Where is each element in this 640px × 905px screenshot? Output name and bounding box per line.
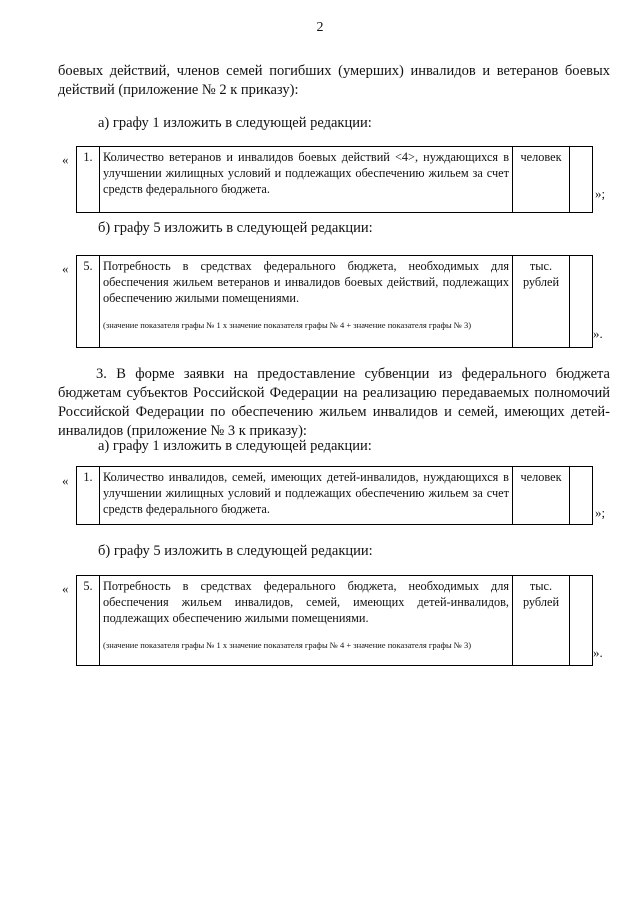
item-3-paragraph: 3. В форме заявки на предоставление субвенции из федерального бюджета бюджетам субъектов Российской Федерации на реализацию передаваемых полномочий Российской Федерации по обеспечению жильем инвалидов и семей, имеющих детей-инвалидов (приложение № 3 к приказу):	[58, 366, 610, 439]
quote-open-a1: «	[62, 152, 69, 167]
row-number: 5.	[77, 576, 100, 666]
quote-close-b2: ».	[593, 645, 603, 660]
row-unit: тыс. рублей	[513, 576, 570, 666]
section-b1-heading: б) графу 5 изложить в следующей редакции:	[98, 220, 373, 236]
quote-close-a2: »;	[595, 505, 606, 520]
quote-close-b1: ».	[593, 326, 603, 341]
row-number: 5.	[77, 256, 100, 348]
quote-open-b2: «	[62, 581, 69, 596]
row-description: Потребность в средствах федерального бюджета, необходимых для обеспечения жильем ветеранов и инвалидов боевых действий, подлежащих обеспечению жилыми помещениями. (значение показателя графы № 1 x значение показателя графы № 4 + значение показателя графы № 3)	[100, 256, 513, 348]
row-description: Количество инвалидов, семей, имеющих детей-инвалидов, нуждающихся в улучшении жилищных условий и подлежащих обеспечению жильем за счет средств федерального бюджета.	[100, 467, 513, 525]
row-unit: тыс. рублей	[513, 256, 570, 348]
quote-close-a1: »;	[595, 186, 606, 201]
quote-open-b1: «	[62, 261, 69, 276]
intro-paragraph: боевых действий, членов семей погибших (умерших) инвалидов и ветеранов боевых действий (приложение № 2 к приказу):	[58, 63, 610, 98]
page-number: 2	[316, 20, 324, 35]
section-a1-heading: а) графу 1 изложить в следующей редакции:	[98, 115, 372, 131]
table-row-a1	[76, 146, 593, 213]
row-number: 1.	[77, 147, 100, 213]
row-formula-note: (значение показателя графы № 1 x значение показателя графы № 4 + значение показателя графы № 3)	[103, 640, 472, 650]
row-empty-cell	[570, 256, 593, 348]
section-a2-heading: а) графу 1 изложить в следующей редакции:	[98, 438, 372, 454]
section-b2-heading: б) графу 5 изложить в следующей редакции:	[98, 543, 373, 559]
row-empty-cell	[570, 576, 593, 666]
row-empty-cell	[570, 147, 593, 213]
row-description: Потребность в средствах федерального бюджета, необходимых для обеспечения жильем инвалидов, семей, имеющих детей-инвалидов, подлежащих обеспечению жилыми помещениями. (значение показателя графы № 1 x значение показателя графы № 4 + значение показателя графы № 3)	[100, 576, 513, 666]
row-number: 1.	[77, 467, 100, 525]
row-formula-note: (значение показателя графы № 1 x значение показателя графы № 4 + значение показателя графы № 3)	[103, 320, 472, 330]
table-row-a2	[76, 466, 593, 525]
row-unit: человек	[513, 467, 570, 525]
table-row-b2	[76, 575, 593, 666]
row-description: Количество ветеранов и инвалидов боевых действий <4>, нуждающихся в улучшении жилищных условий и подлежащих обеспечению жильем за счет средств федерального бюджета.	[100, 147, 513, 213]
row-empty-cell	[570, 467, 593, 525]
table-row-b1	[76, 255, 593, 348]
row-unit: человек	[513, 147, 570, 213]
quote-open-a2: «	[62, 473, 69, 488]
